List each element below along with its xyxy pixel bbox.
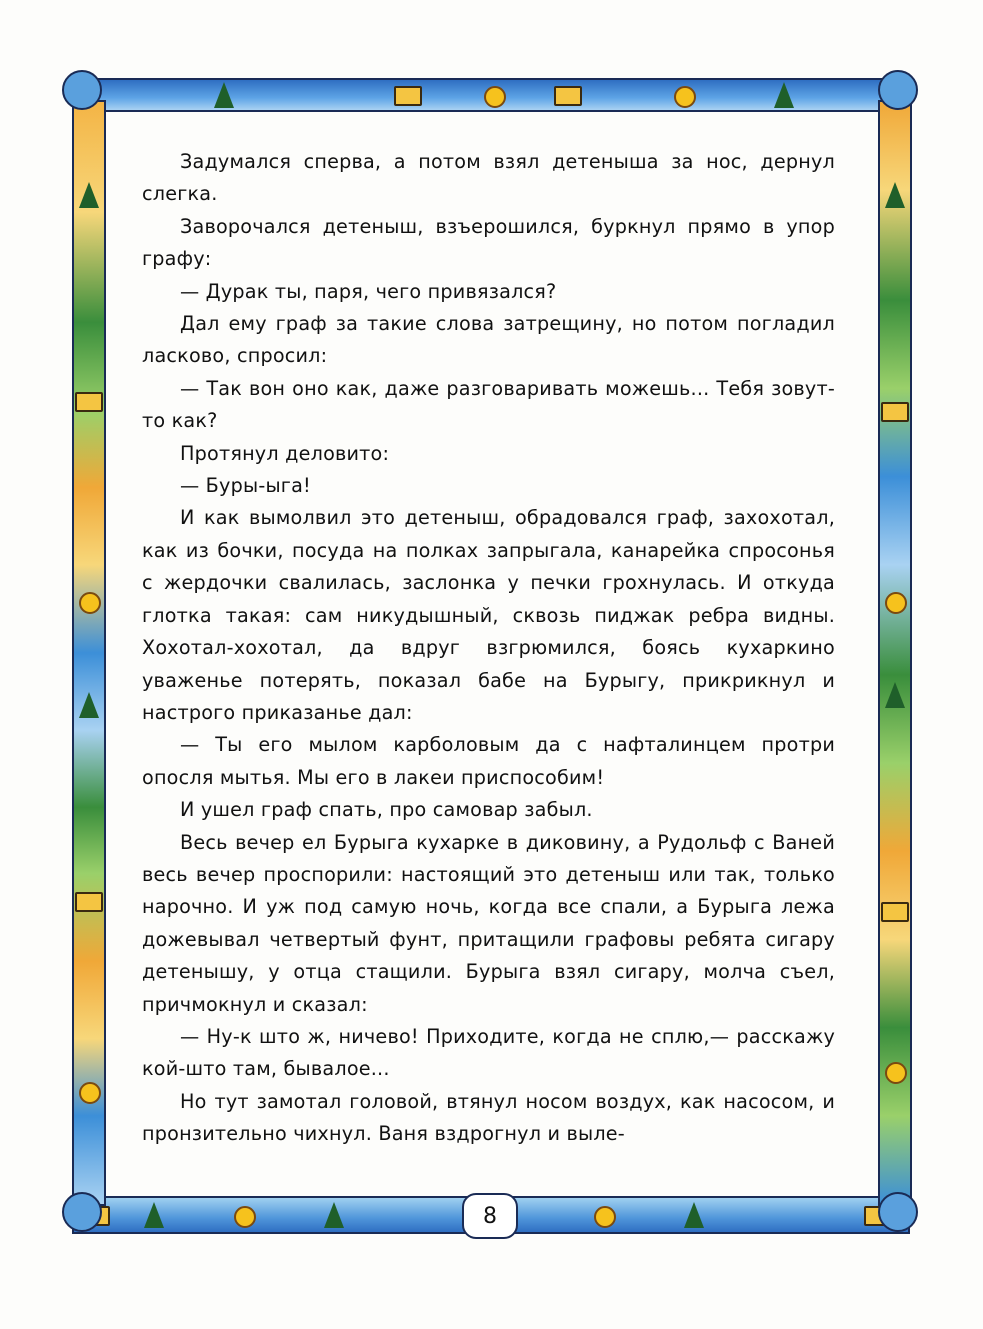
tree-icon: [774, 82, 794, 108]
house-icon: [75, 892, 103, 912]
corner-ornament-bottom-left: [62, 1192, 102, 1232]
house-icon: [554, 86, 582, 106]
page-number: 8: [462, 1193, 518, 1239]
paragraph: И ушел граф спать, про самовар забыл.: [180, 798, 593, 822]
sun-icon: [594, 1206, 616, 1228]
tree-icon: [684, 1202, 704, 1228]
paragraph: Но тут замотал головой, втянул носом воздух, как насосом, и пронзительно чихнул. Ваня вздрогнул и выле-: [142, 1089, 835, 1146]
sun-icon: [234, 1206, 256, 1228]
paragraph: — Дурак ты, паря, чего привязался?: [180, 279, 557, 303]
house-icon: [394, 86, 422, 106]
tree-icon: [324, 1202, 344, 1228]
paragraph: Дал ему граф за такие слова затрещину, но потом погладил ласково, спросил:: [142, 312, 835, 368]
border-left: [72, 100, 106, 1206]
paragraph: — Ты его мылом карболовым да с нафталинцем протри опосля мытья. Мы его в лакеи приспособим!: [142, 733, 835, 789]
paragraph: — Буры-ыга!: [180, 474, 311, 498]
paragraph: Заворочался детеныш, взъерошился, буркнул прямо в упор графу:: [142, 214, 835, 271]
sun-icon: [674, 86, 696, 108]
tree-icon: [144, 1202, 164, 1228]
corner-ornament-top-left: [62, 70, 102, 110]
house-icon: [881, 402, 909, 422]
house-icon: [881, 902, 909, 922]
page-text: [142, 146, 835, 1151]
tree-icon: [885, 682, 905, 708]
border-top: [72, 78, 910, 112]
corner-ornament-bottom-right: [878, 1192, 918, 1232]
corner-ornament-top-right: [878, 70, 918, 110]
border-right: [878, 100, 912, 1206]
sun-icon: [79, 1082, 101, 1104]
tree-icon: [885, 182, 905, 208]
tree-icon: [79, 182, 99, 208]
paragraph: — Ну-к што ж, ничево! Приходите, когда не сплю,— расскажу кой-што там, бывалое...: [142, 1024, 835, 1081]
sun-icon: [885, 592, 907, 614]
sun-icon: [79, 592, 101, 614]
house-icon: [75, 392, 103, 412]
tree-icon: [214, 82, 234, 108]
paragraph: Задумался сперва, а потом взял детеныша за нос, дернул слегка.: [142, 150, 835, 206]
paragraph: Протянул деловито:: [180, 441, 390, 465]
paragraph: И как вымолвил это детеныш, обрадовался граф, захохотал, как из бочки, посуда на полках запрыгала, канарейка спросонья с жердочки свалилась, заслонка у печки грохнулась. И откуда глотка такая: сам никудышный, сквозь пиджак ребра видны. Хохотал-хохотал, да вдруг взгрюмился, боясь кухаркино уваженье потерять, показал бабе на Бурыгу, прикрикнул и настрого приказанье дал:: [142, 506, 835, 724]
paragraph: Весь вечер ел Бурыга кухарке в диковину, а Рудольф с Ваней весь вечер проспорили: настоящий это детеныш или так, только нарочно. И уж под самую ночь, когда все спали, а Бурыга лежа дожевывал четвертый фунт, притащили графовы ребята сигару детенышу, у отца стащили. Бурыга взял сигару, молча съел, причмокнул и сказал:: [142, 830, 835, 1016]
tree-icon: [79, 692, 99, 718]
sun-icon: [484, 86, 506, 108]
sun-icon: [885, 1062, 907, 1084]
paragraph: — Так вон оно как, даже разговаривать можешь... Тебя зовут-то как?: [142, 376, 835, 433]
